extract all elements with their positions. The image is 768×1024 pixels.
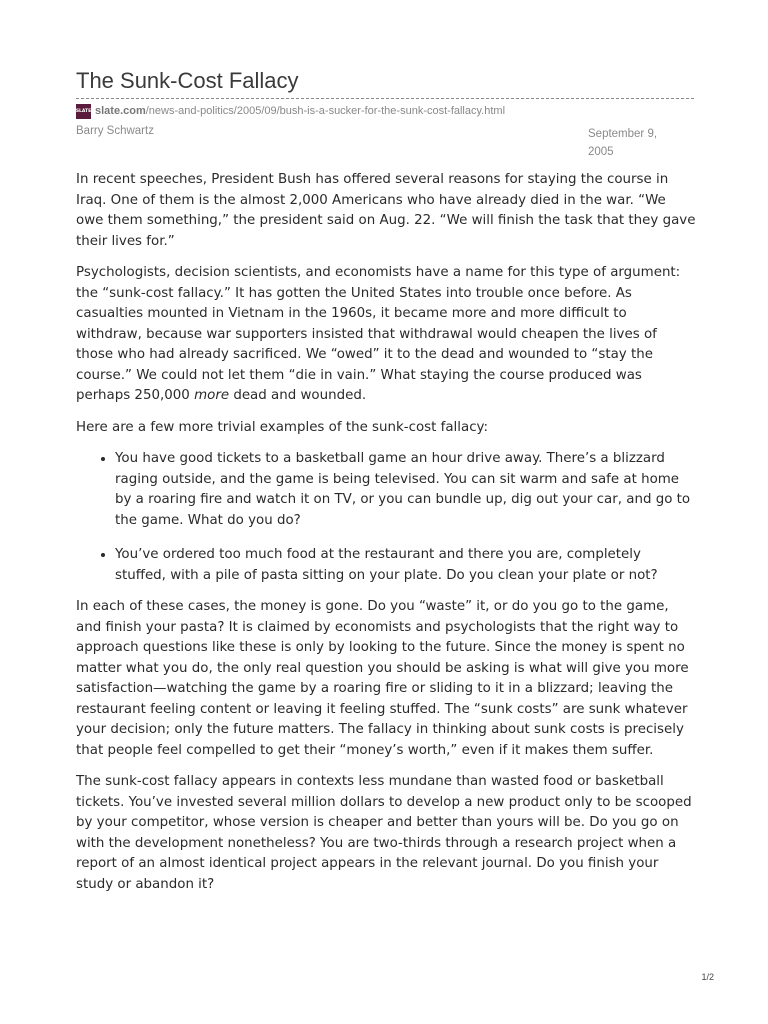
examples-list: [76, 449, 696, 586]
paragraph-text: dead and wounded.: [229, 388, 367, 403]
paragraph-text: Psychologists, decision scientists, and economists have a name for this type of argument: the “sunk-cost fallacy.” It has gotten the United States into trouble once before. As casualties mounted in Vietnam in the 1960s, it became more and more difficult to withdraw, because war supporters insisted that withdrawal would cheapen the lives of those who had already sacrificed. We “owed” it to the dead and wounded to “stay the course.” We could not let them “die in vain.” What staying the course produced was perhaps 250,000: [76, 265, 681, 403]
paragraph: [76, 263, 696, 407]
article-body: [76, 170, 696, 895]
page-title: The Sunk-Cost Fallacy: [76, 68, 299, 93]
page-number: 1/2: [701, 972, 714, 982]
author-name: Barry Schwartz: [76, 125, 154, 137]
byline: [76, 125, 696, 161]
publish-date: September 9, 2005: [588, 128, 658, 158]
source-line: [76, 103, 696, 119]
document-page: [76, 66, 696, 906]
list-item: • You have good tickets to a basketball game an hour drive away. There’s a blizzard raging outside, and the game is being televised. You can sit warm and safe at home by a roaring fire and watch it on TV, or you can bundle up, dig out your car, and go to the game. What do you do?: [115, 449, 696, 531]
source-path[interactable]: /news-and-politics/2005/09/bush-is-a-sucker-for-the-sunk-cost-fallacy.html: [145, 105, 506, 117]
paragraph: The sunk-cost fallacy appears in contexts less mundane than wasted food or basketball tickets. You’ve invested several million dollars to develop a new product only to be scooped by your competitor, whose version is cheaper and better than yours will be. Do you go on with the development nonetheless? You are two-thirds through a research project when a report of an almost identical project appears in the relevant journal. Do you finish your study or abandon it?: [76, 774, 692, 892]
paragraph: In recent speeches, President Bush has offered several reasons for staying the course in Iraq. One of them is the almost 2,000 Americans who have already died in the war. “We owe them something,” the president said on Aug. 22. “We will finish the task that they gave their lives for.”: [76, 172, 696, 249]
title-divider: [76, 98, 694, 99]
slate-logo-icon: SLATE: [76, 104, 91, 119]
emphasis-text: more: [194, 388, 230, 403]
list-item: • You’ve ordered too much food at the restaurant and there you are, completely stuffed, with a pile of pasta sitting on your plate. Do you clean your plate or not?: [115, 545, 696, 586]
paragraph: Here are a few more trivial examples of the sunk-cost fallacy:: [76, 419, 489, 435]
paragraph: In each of these cases, the money is gone. Do you “waste” it, or do you go to the game, and finish your pasta? It is claimed by economists and psychologists that the right way to approach questions like these is only by looking to the future. Since the money is spent no matter what you do, the only real question you should be asking is what will give you more satisfaction—watching the game by a roaring fire or sliding to it in a blizzard; leaving the restaurant feeling content or leaving it feeling stuffed. The “sunk costs” are sunk whatever your decision; only the future matters. The fallacy in thinking about sunk costs is precisely that people feel compelled to get their “money’s worth,” even if it makes them suffer.: [76, 599, 689, 758]
source-domain[interactable]: slate.com: [95, 105, 146, 117]
